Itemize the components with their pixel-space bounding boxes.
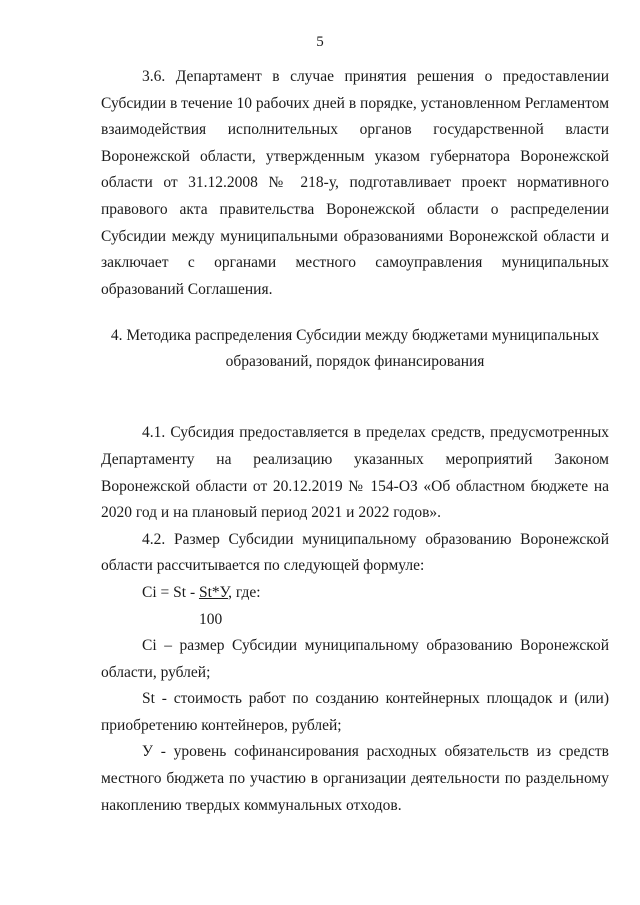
section-heading-line-1: 4. Методика распределения Субсидии между бюджетами муниципальных	[110, 327, 600, 345]
formula-denominator: 100	[199, 610, 223, 628]
paragraph-4-1: 4.1. Субсидия предоставляется в пределах средств, предусмотренных Департаменту на реализацию указанных мероприятий Законом Воронежской области от 20.12.2019 № 154-ОЗ «Об областном бюджете на 2020 год и на плановый период 2021 и 2022 годов».	[101, 424, 609, 522]
formula-numerator: St*У	[198, 583, 229, 601]
formula-left: Ci = St -	[142, 583, 199, 601]
section-heading-line-2: образований, порядок финансирования	[225, 353, 485, 371]
page-number: 5	[316, 34, 324, 50]
definition-ci: Ci – размер Субсидии муниципальному образованию Воронежской области, рублей;	[101, 637, 609, 681]
document-body	[101, 64, 609, 819]
paragraph-4-2: 4.2. Размер Субсидии муниципальному образованию Воронежской области рассчитывается по следующей формуле:	[101, 530, 609, 575]
definition-st: St - стоимость работ по созданию контейнерных площадок и (или) приобретению контейнеров, рублей;	[101, 690, 609, 734]
section-heading	[101, 323, 609, 375]
definition-u: У - уровень софинансирования расходных обязательств из средств местного бюджета по участию в организации деятельности по раздельному накоплению твердых коммунальных отходов.	[101, 743, 609, 814]
formula	[101, 580, 609, 607]
formula-tail: , где:	[228, 583, 261, 601]
paragraph-3-6: 3.6. Департамент в случае принятия решения о предоставлении Субсидии в течение 10 рабочих дней в порядке, установленном Регламентом взаимодействия исполнительных органов государственной власти Воронежской области, утвержденным указом губернатора Воронежской области от 31.12.2008 № 218-у, подготавливает проект нормативного правового акта правительства Воронежской области о распределении Субсидии между муниципальными образованиями Воронежской области и заключает с органами местного самоуправления муниципальных образований Соглашения.	[101, 68, 609, 298]
